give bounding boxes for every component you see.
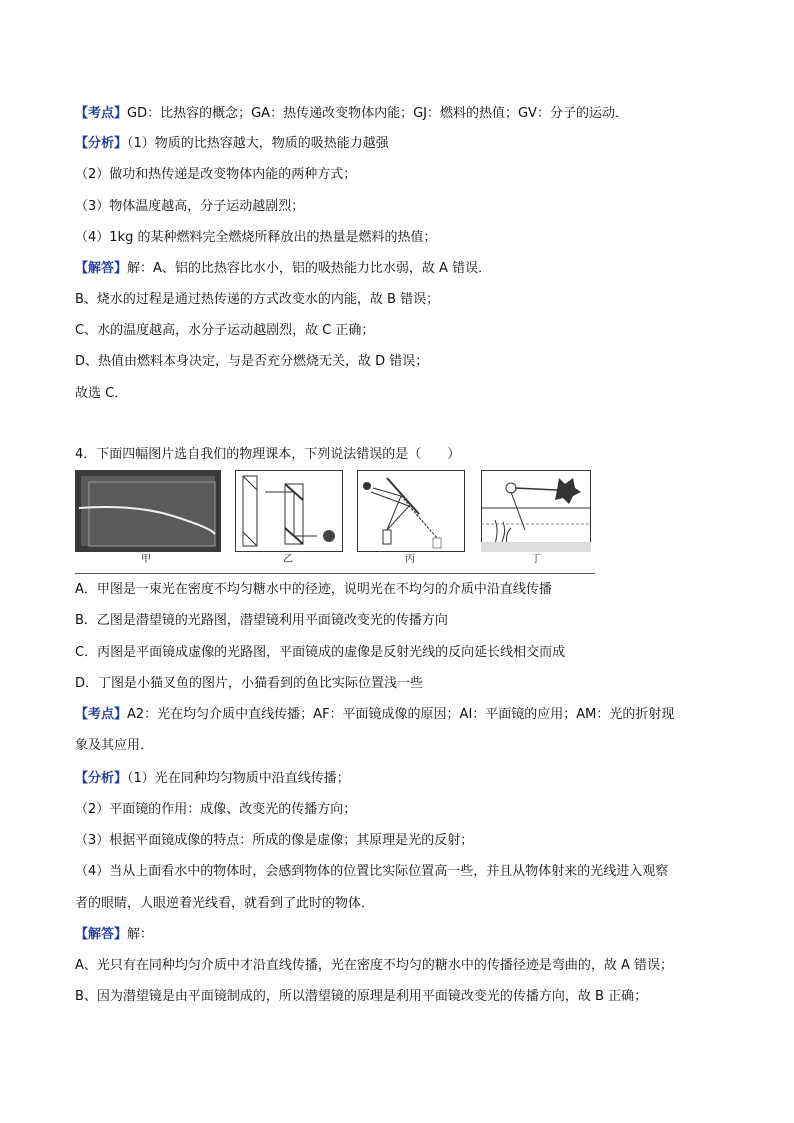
q4-jieda-line xyxy=(75,927,153,943)
q4-kaodian-line xyxy=(75,707,674,723)
q3-line-c: C、水的温度越高，水分子运动越剧烈，故 C 正确； xyxy=(75,323,375,338)
q3-fenxi-4: （4）1kg 的某种燃料完全燃烧所释放出的热量是燃料的热值； xyxy=(75,230,437,245)
q4-fenxi-1: （1）光在同种均匀物质中沿直线传播； xyxy=(127,771,350,786)
q4-stem: 4．下面四幅图片选自我们的物理课本，下列说法错误的是（ ） xyxy=(75,447,461,462)
fenxi-tag: 【分析】 xyxy=(75,136,128,151)
jieda-tag: 【解答】 xyxy=(75,261,128,276)
q3-line-d: D、热值由燃料本身决定，与是否充分燃烧无关，故 D 错误； xyxy=(75,354,429,369)
figure-divider xyxy=(75,573,595,574)
q4-fenxi-line xyxy=(75,771,350,787)
figure-jia xyxy=(75,470,221,565)
figure-ding xyxy=(481,470,591,565)
q3-jieda-line xyxy=(75,261,491,277)
caption-jia: 甲 xyxy=(141,554,151,565)
fenxi-tag: 【分析】 xyxy=(75,771,128,786)
q4-opt-b: B．乙图是潜望镜的光路图，潜望镜利用平面镜改变光的传播方向 xyxy=(75,613,448,628)
plane-mirror-virtual-image-diagram xyxy=(357,470,465,552)
q4-fenxi-4-cont: 者的眼睛，人眼逆着光线看，就看到了此时的物体． xyxy=(75,896,375,911)
q4-line-b: B、因为潜望镜是由平面镜制成的，所以潜望镜的原理是利用平面镜改变光的传播方向，故 B 正确； xyxy=(75,989,648,1004)
q4-kaodian-text: A2：光在均匀介质中直线传播；AF：平面镜成像的原因；AI：平面镜的应用；AM：光的折射现 xyxy=(127,707,675,722)
q4-fenxi-2: （2）平面镜的作用：成像、改变光的传播方向； xyxy=(75,802,357,817)
q3-kaodian-line xyxy=(75,106,628,122)
figure-yi xyxy=(235,470,343,565)
q4-opt-c: C．丙图是平面镜成虚像的光路图，平面镜成的虚像是反射光线的反向延长线相交而成 xyxy=(75,645,566,660)
jieda-tag: 【解答】 xyxy=(75,927,128,942)
q4-fenxi-3: （3）根据平面镜成像的特点：所成的像是虚像；其原理是光的反射； xyxy=(75,833,474,848)
periscope-diagram xyxy=(235,470,343,552)
q4-opt-a: A．甲图是一束光在密度不均匀糖水中的径迹，说明光在不均匀的介质中沿直线传播 xyxy=(75,582,552,597)
q4-figure-row xyxy=(75,470,595,565)
kaodian-tag: 【考点】 xyxy=(75,707,128,722)
q3-answer: 故选 C． xyxy=(75,386,128,401)
cat-spearing-fish-image xyxy=(481,470,591,552)
figure-bing xyxy=(357,470,465,565)
q4-opt-d: D．丁图是小猫叉鱼的图片，小猫看到的鱼比实际位置浅一些 xyxy=(75,676,424,691)
q4-jieda-1: 解： xyxy=(127,927,154,942)
q3-fenxi-line xyxy=(75,136,389,152)
q4-line-a: A、光只有在同种均匀介质中才沿直线传播，光在密度不均匀的糖水中的传播径迹是弯曲的，故 A 错误； xyxy=(75,958,674,973)
q3-line-b: B、烧水的过程是通过热传递的方式改变水的内能，故 B 错误； xyxy=(75,292,440,307)
q3-fenxi-2: （2）做功和热传递是改变物体内能的两种方式； xyxy=(75,167,357,182)
caption-yi: 乙 xyxy=(283,554,293,565)
caption-bing: 丙 xyxy=(405,554,415,565)
q3-fenxi-1: （1）物质的比热容越大，物质的吸热能力越强 xyxy=(127,136,389,151)
caption-ding: 丁 xyxy=(531,554,541,565)
q3-fenxi-3: （3）物体温度越高，分子运动越剧烈； xyxy=(75,199,305,214)
q4-fenxi-4: （4）当从上面看水中的物体时，会感到物体的位置比实际位置高一些，并且从物体射来的光线进入观察 xyxy=(75,864,669,879)
q3-kaodian-text: GD：比热容的概念；GA：热传递改变物体内能；GJ：燃料的热值；GV：分子的运动． xyxy=(127,106,628,121)
kaodian-tag: 【考点】 xyxy=(75,106,128,121)
q4-kaodian-cont: 象及其应用． xyxy=(75,738,154,753)
q3-jieda-1: 解：A、铝的比热容比水小，铝的吸热能力比水弱，故 A 错误． xyxy=(127,261,492,276)
sugar-water-light-path-image xyxy=(75,470,221,552)
